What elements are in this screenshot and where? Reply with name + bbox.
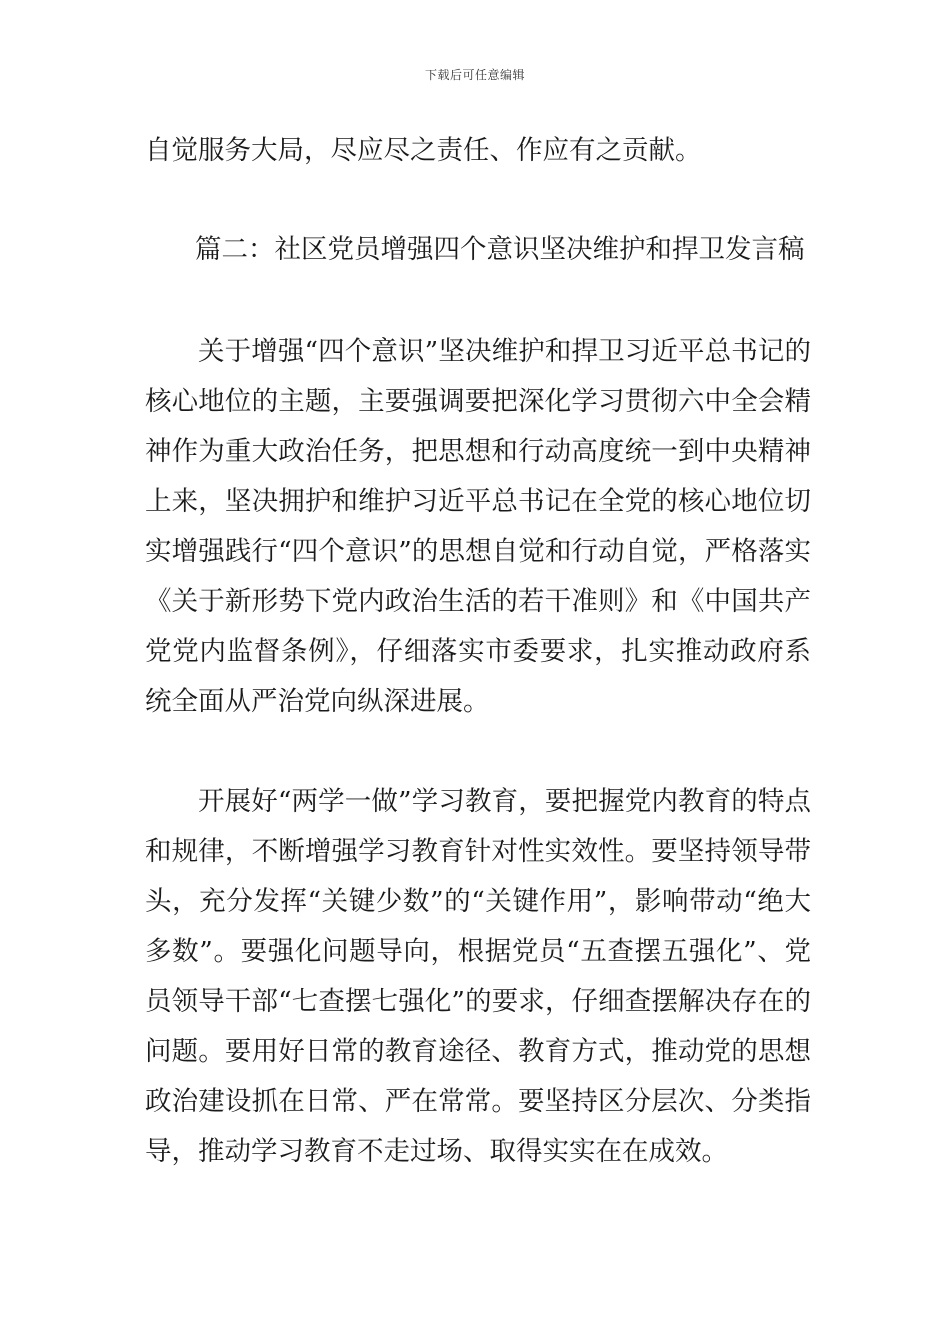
section-title: 篇二：社区党员增强四个意识坚决维护和捍卫发言稿	[195, 234, 805, 265]
header-note: 下载后可任意编辑	[424, 68, 525, 82]
paragraph-continued: 自觉服务大局，尽应尽之责任、作应有之贡献。	[145, 135, 702, 166]
paragraph-3: 开展好“两学一做”学习教育，要把握党内教育的特点和规律，不断增强学习教育针对性实效性。要坚持领导带头，充分发挥“关键少数”的“关键作用”，影响带动“绝大多数”。要强化问题导向，根据党员“五查摆五强化”、党员领导干部“七查摆七强化”的要求，仔细查摆解决存在的问题。要用好日常的教育途径、教育方式，推动党的思想政治建设抓在日常、严在常常。要坚持区分层次、分类指导，推动学习教育不走过场、取得实实在在成效。	[145, 786, 811, 1167]
paragraph-2: 关于增强“四个意识”坚决维护和捍卫习近平总书记的核心地位的主题，主要强调要把深化学习贯彻六中全会精神作为重大政治任务，把思想和行动高度统一到中央精神上来，坚决拥护和维护习近平总书记在全党的核心地位切实增强践行“四个意识”的思想自觉和行动自觉，严格落实《关于新形势下党内政治生活的若干准则》和《中国共产党党内监督条例》，仔细落实市委要求，扎实推动政府系统全面从严治党向纵深进展。	[145, 336, 811, 717]
